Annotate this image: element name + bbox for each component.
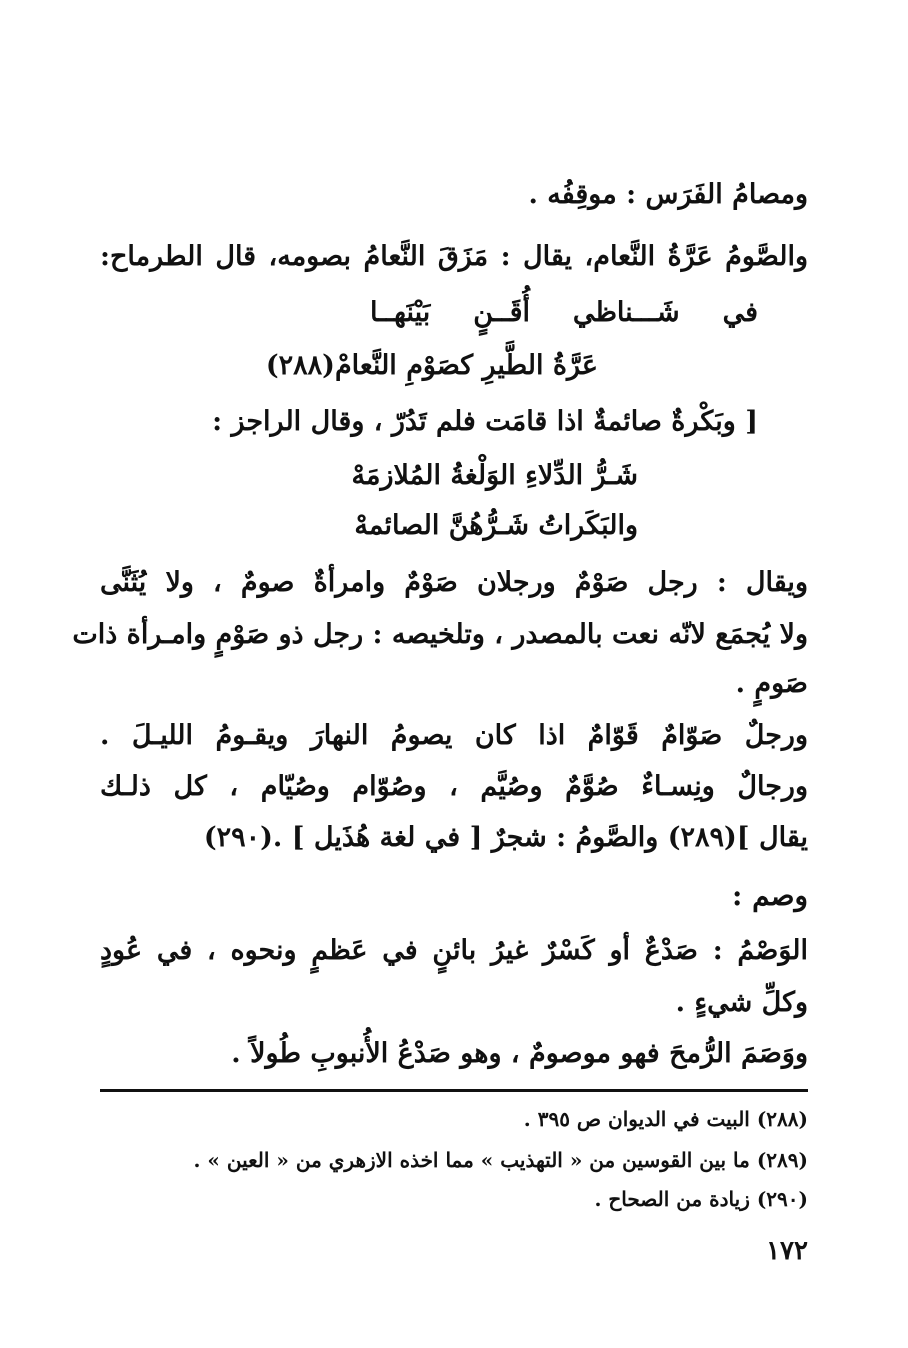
text-line-2: والصَّومُ عَرَّةُ النَّعام، يقال : مَزَقَ النَّعامُ بصومه، قال الطرماح: xyxy=(100,241,808,272)
footnote-289: (٢٨٩) ما بين القوسين من « التهذيب » مما اخذه الازهري من « العين » . xyxy=(193,1148,808,1172)
footnote-290: (٢٩٠) زيادة من الصحاح . xyxy=(594,1187,808,1211)
text-line-8: ورجالٌ ونِسـاءٌ صُوَّمٌ وصُيَّم ، وصُوّام وصُيّام ، كل ذلـك xyxy=(100,771,808,802)
text-line-9: يقال ](٢٨٩) والصَّومُ : شجرٌ [ في لغة هُذَيل ] .(٢٩٠) xyxy=(203,822,808,853)
verse-line-2: عَرَّةُ الطَّيرِ كصَوْمِ النَّعامْ(٢٨٨) xyxy=(265,350,598,381)
rajaz-line-2: والبَكَراتُ شَـرُّهُنَّ الصائمهْ xyxy=(354,510,638,541)
entry-heading-wasm: وصم : xyxy=(731,879,808,912)
footnote-288: (٢٨٨) البيت في الديوان ص ٣٩٥ . xyxy=(523,1107,808,1131)
verse-line-1: في شَـــناظي أُقَــنٍ بَيْنَهــا xyxy=(370,297,758,328)
footnote-divider xyxy=(100,1089,808,1092)
text-line-6: صَومٍ . xyxy=(735,668,808,699)
text-line-3: [ وبَكْرةٌ صائمةٌ اذا قامَت فلم تَدُرّ ، وقال الراجز : xyxy=(212,406,758,437)
text-line-5: ولا يُجمَع لانّه نعت بالمصدر ، وتلخيصه : رجل ذو صَوْمٍ وامـرأة ذات xyxy=(72,619,808,650)
text-line-4: ويقال : رجل صَوْمٌ ورجلان صَوْمٌ وامرأةٌ صومٌ ، ولا يُثَنَّى xyxy=(100,567,808,598)
text-line-12: ووَصَمَ الرُّمحَ فهو موصومٌ ، وهو صَدْعُ الأُنبوبِ طُولاً . xyxy=(231,1038,808,1069)
rajaz-line-1: شَـرُّ الدِّلاءِ الوَلْغةُ المُلازمَهْ xyxy=(351,460,638,491)
text-line-1: ومصامُ الفَرَس : موقِفُه . xyxy=(528,179,808,210)
text-line-10: الوَصْمُ : صَدْعٌ أو كَسْرٌ غيرُ بائنٍ في عَظمٍ ونحوه ، في عُودٍ xyxy=(100,935,808,966)
text-line-7: ورجلٌ صَوّامٌ قَوّامٌ اذا كان يصومُ النهارَ ويقـومُ الليـلَ . xyxy=(100,720,808,751)
text-line-11: وكلِّ شيءٍ . xyxy=(675,987,808,1018)
page-number: ١٧٢ xyxy=(766,1236,808,1266)
